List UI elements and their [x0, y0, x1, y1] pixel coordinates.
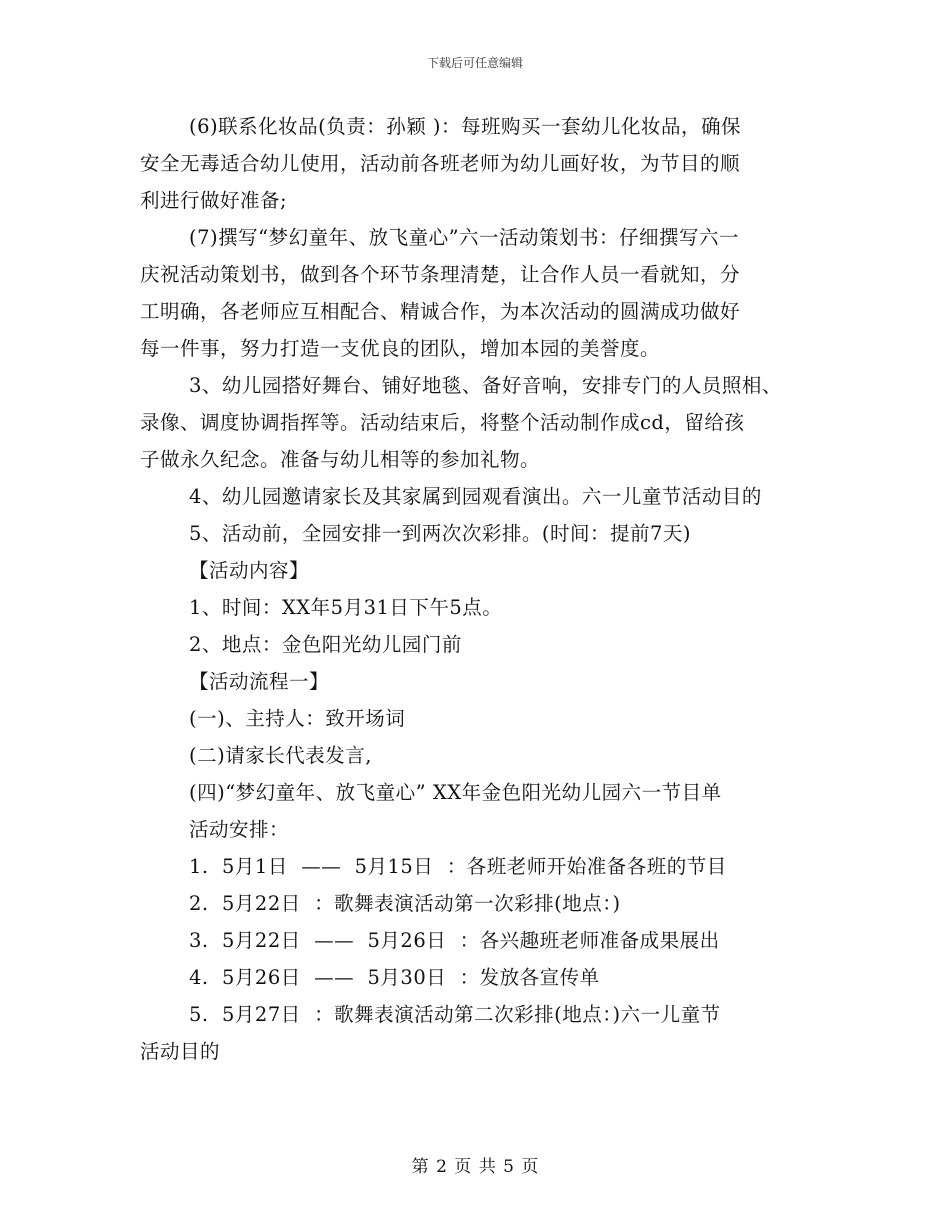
section-heading: 【活动流程一】 [189, 670, 330, 693]
paragraph-line: 工明确，各老师应互相配合、精诚合作，为本次活动的圆满成功做好 [140, 300, 741, 323]
page-number: 第 2 页 共 5 页 [411, 1157, 539, 1177]
paragraph-line: 庆祝活动策划书，做到各个环节条理清楚，让合作人员一看就知，分 [140, 263, 741, 286]
paragraph-line: 4、幼儿园邀请家长及其家属到园观看演出。六一儿童节活动目的 [189, 485, 762, 508]
paragraph-line: 活动安排： [189, 818, 290, 841]
section-heading: 【活动内容】 [189, 559, 310, 582]
paragraph-line: 5、活动前，全园安排一到两次次彩排。(时间：提前7天) [189, 522, 692, 545]
schedule-item: 3. 5月22日 —— 5月26日 ：各兴趣班老师准备成果展出 [189, 929, 720, 952]
paragraph-line: (二)请家长代表发言, [189, 744, 372, 767]
schedule-item: 5. 5月27日 ：歌舞表演活动第二次彩排(地点：)六一儿童节 [189, 1003, 721, 1026]
paragraph-line: 2、地点：金色阳光幼儿园门前 [189, 633, 462, 656]
paragraph-line: 利进行做好准备; [140, 189, 288, 212]
paragraph-line: 子做永久纪念。准备与幼儿相等的参加礼物。 [140, 448, 541, 471]
document-body [140, 108, 820, 1070]
paragraph-line: 活动目的 [140, 1040, 221, 1063]
paragraph-line: (6)联系化妆品(负责：孙颖 )：每班购买一套幼儿化妆品，确保 [189, 115, 742, 138]
schedule-item: 2. 5月22日 ：歌舞表演活动第一次彩排(地点：) [189, 892, 621, 915]
paragraph-line: (四)“梦幻童年、放飞童心” XX年金色阳光幼儿园六一节目单 [189, 781, 722, 804]
paragraph-line: (一)、主持人：致开场词 [189, 707, 406, 730]
paragraph-line: 每一件事，努力打造一支优良的团队，增加本园的美誉度。 [140, 337, 661, 360]
schedule-item: 1. 5月1日 —— 5月15日 ：各班老师开始准备各班的节目 [189, 855, 727, 878]
paragraph-line: (7)撰写“梦幻童年、放飞童心”六一活动策划书：仔细撰写六一 [189, 226, 740, 249]
page-header: 下载后可任意编辑 [426, 56, 523, 70]
schedule-item: 4. 5月26日 —— 5月30日 ：发放各宣传单 [189, 966, 600, 989]
paragraph-line: 3、幼儿园搭好舞台、铺好地毯、备好音响，安排专门的人员照相、 [189, 374, 782, 397]
paragraph-line: 录像、调度协调指挥等。活动结束后，将整个活动制作成cd，留给孩 [140, 411, 745, 434]
paragraph-line: 1、时间：XX年5月31日下午5点。 [189, 596, 503, 619]
paragraph-line: 安全无毒适合幼儿使用，活动前各班老师为幼儿画好妆，为节目的顺 [140, 152, 741, 175]
